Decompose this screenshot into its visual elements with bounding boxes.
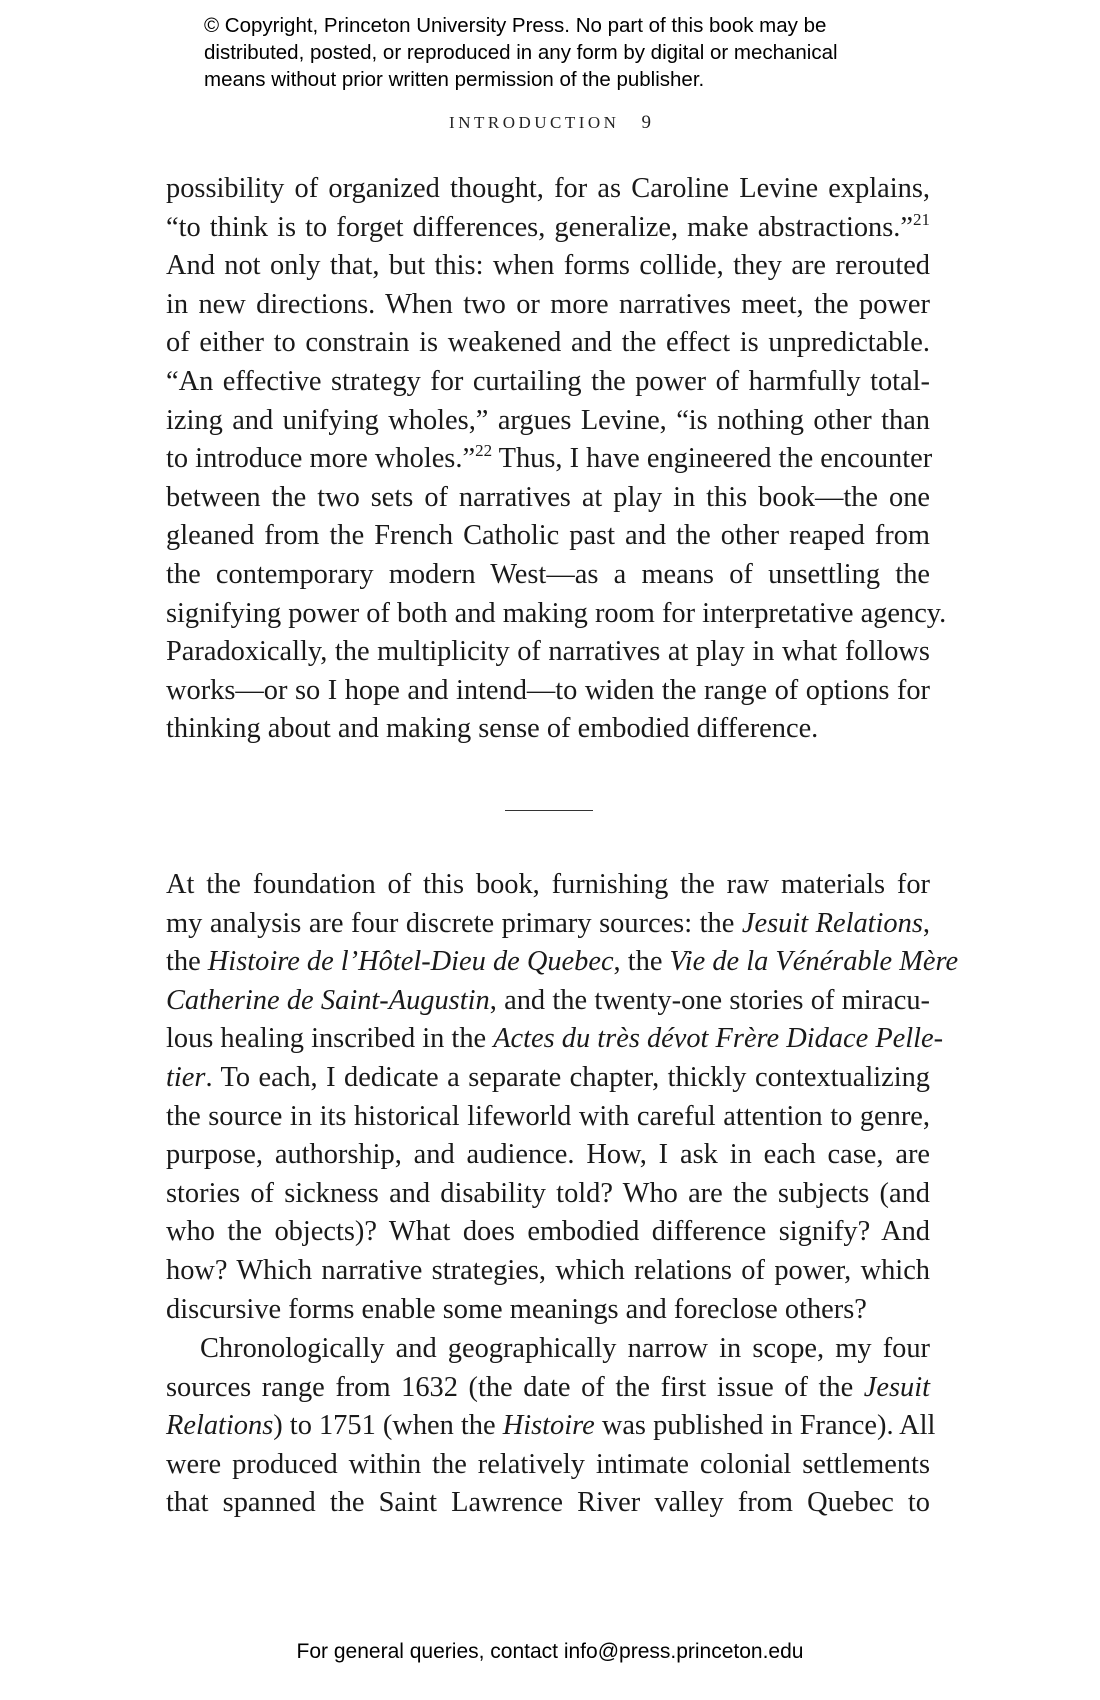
section-break-rule [505, 810, 593, 811]
text-line: tier. To each, I dedicate a separate chapter, thickly contextualizing [166, 1061, 930, 1093]
text-line: the source in its historical lifeworld with careful attention to genre, [166, 1100, 930, 1132]
text-line: Chronologically and geographically narrow in scope, my four [200, 1333, 930, 1364]
book-title: Histoire de l’Hôtel-Dieu de Quebec [207, 946, 614, 978]
text-line: my analysis are four discrete primary sources: the Jesuit Relations, [166, 907, 930, 939]
text-line: “to think is to forget differences, generalize, make abstractions.”$^{21}$ [166, 209, 930, 243]
text-line: sources range from 1632 (the date of the first issue of the Jesuit [166, 1371, 930, 1403]
book-title: Histoire [502, 1410, 595, 1442]
book-title: Catherine de Saint-Augustin [166, 984, 490, 1016]
footnote-ref-22[interactable]: 22 [475, 441, 493, 461]
copyright-line: means without prior written permission of the publisher. [204, 68, 705, 91]
text-line: how? Which narrative strategies, which relations of power, which [166, 1254, 930, 1286]
text-line: to introduce more wholes.”$^{22}$ Thus, I have engineered the encounter [166, 441, 933, 475]
running-head [0, 112, 1100, 134]
text-line: were produced within the relatively intimate colonial settlements [166, 1448, 930, 1480]
text-line: purpose, authorship, and audience. How, I ask in each case, are [166, 1139, 930, 1171]
paragraph-2 [166, 866, 959, 1329]
book-title: Relations [166, 1410, 274, 1442]
book-title: tier [166, 1061, 206, 1093]
text-line: stories of sickness and disability told? Who are the subjects (and [166, 1177, 930, 1209]
text-line: who the objects)? What does embodied difference signify? And [166, 1216, 930, 1248]
text-line: in new directions. When two or more narratives meet, the power [166, 288, 930, 320]
text-line: lous healing inscribed in the Actes du très dévot Frère Didace Pelle- [166, 1023, 944, 1055]
paragraph-1 [166, 170, 947, 749]
text-line: Relations) to 1751 (when the Histoire was published in France). All [166, 1410, 936, 1442]
text-line: Paradoxically, the multiplicity of narratives at play in what follows [166, 636, 930, 668]
text-line: the contemporary modern West—as a means of unsettling the [166, 558, 930, 590]
copyright-notice [204, 12, 924, 93]
text-line: discursive forms enable some meanings and foreclose others? [166, 1293, 867, 1325]
text-line: Catherine de Saint-Augustin, and the twenty-one stories of miracu- [166, 984, 930, 1016]
text-line: between the two sets of narratives at play in this book—the one [166, 481, 930, 513]
footnote-ref-21[interactable]: 21 [913, 209, 930, 229]
paragraph-3 [166, 1330, 936, 1523]
book-title: Vie de la Vénérable Mère [669, 946, 959, 978]
chapter-title: INTRODUCTION [449, 113, 620, 132]
text-line: works—or so I hope and intend—to widen the range of options for [166, 674, 930, 706]
text-line: “An effective strategy for curtailing the power of harmfully total- [166, 365, 930, 397]
text-line: that spanned the Saint Lawrence River valley from Quebec to [166, 1487, 930, 1519]
page-number: 9 [641, 112, 651, 133]
text-line: At the foundation of this book, furnishing the raw materials for [166, 869, 930, 900]
text-line: signifying power of both and making room for interpretative agency. [166, 597, 947, 629]
text-line: izing and unifying wholes,” argues Levine, “is nothing other than [166, 404, 930, 436]
book-title: Actes du très dévot Frère Didace Pelle- [493, 1023, 944, 1055]
text-line: the Histoire de l’Hôtel-Dieu de Quebec, the Vie de la Vénérable Mère [166, 946, 959, 978]
text-line: possibility of organized thought, for as Caroline Levine explains, [166, 173, 930, 204]
book-title: Jesuit Relations [741, 907, 923, 939]
text-line: of either to constrain is weakened and the effect is unpredictable. [166, 327, 930, 359]
text-line: And not only that, but this: when forms collide, they are rerouted [166, 250, 930, 282]
footer-contact: For general queries, contact info@press.princeton.edu [296, 1640, 804, 1663]
copyright-line: © Copyright, Princeton University Press. No part of this book may be [204, 14, 827, 37]
book-title: Jesuit [863, 1371, 930, 1403]
text-line: gleaned from the French Catholic past and the other reaped from [166, 520, 930, 552]
copyright-line: distributed, posted, or reproduced in any form by digital or mechanical [204, 41, 838, 64]
text-line: thinking about and making sense of embodied difference. [166, 713, 819, 745]
